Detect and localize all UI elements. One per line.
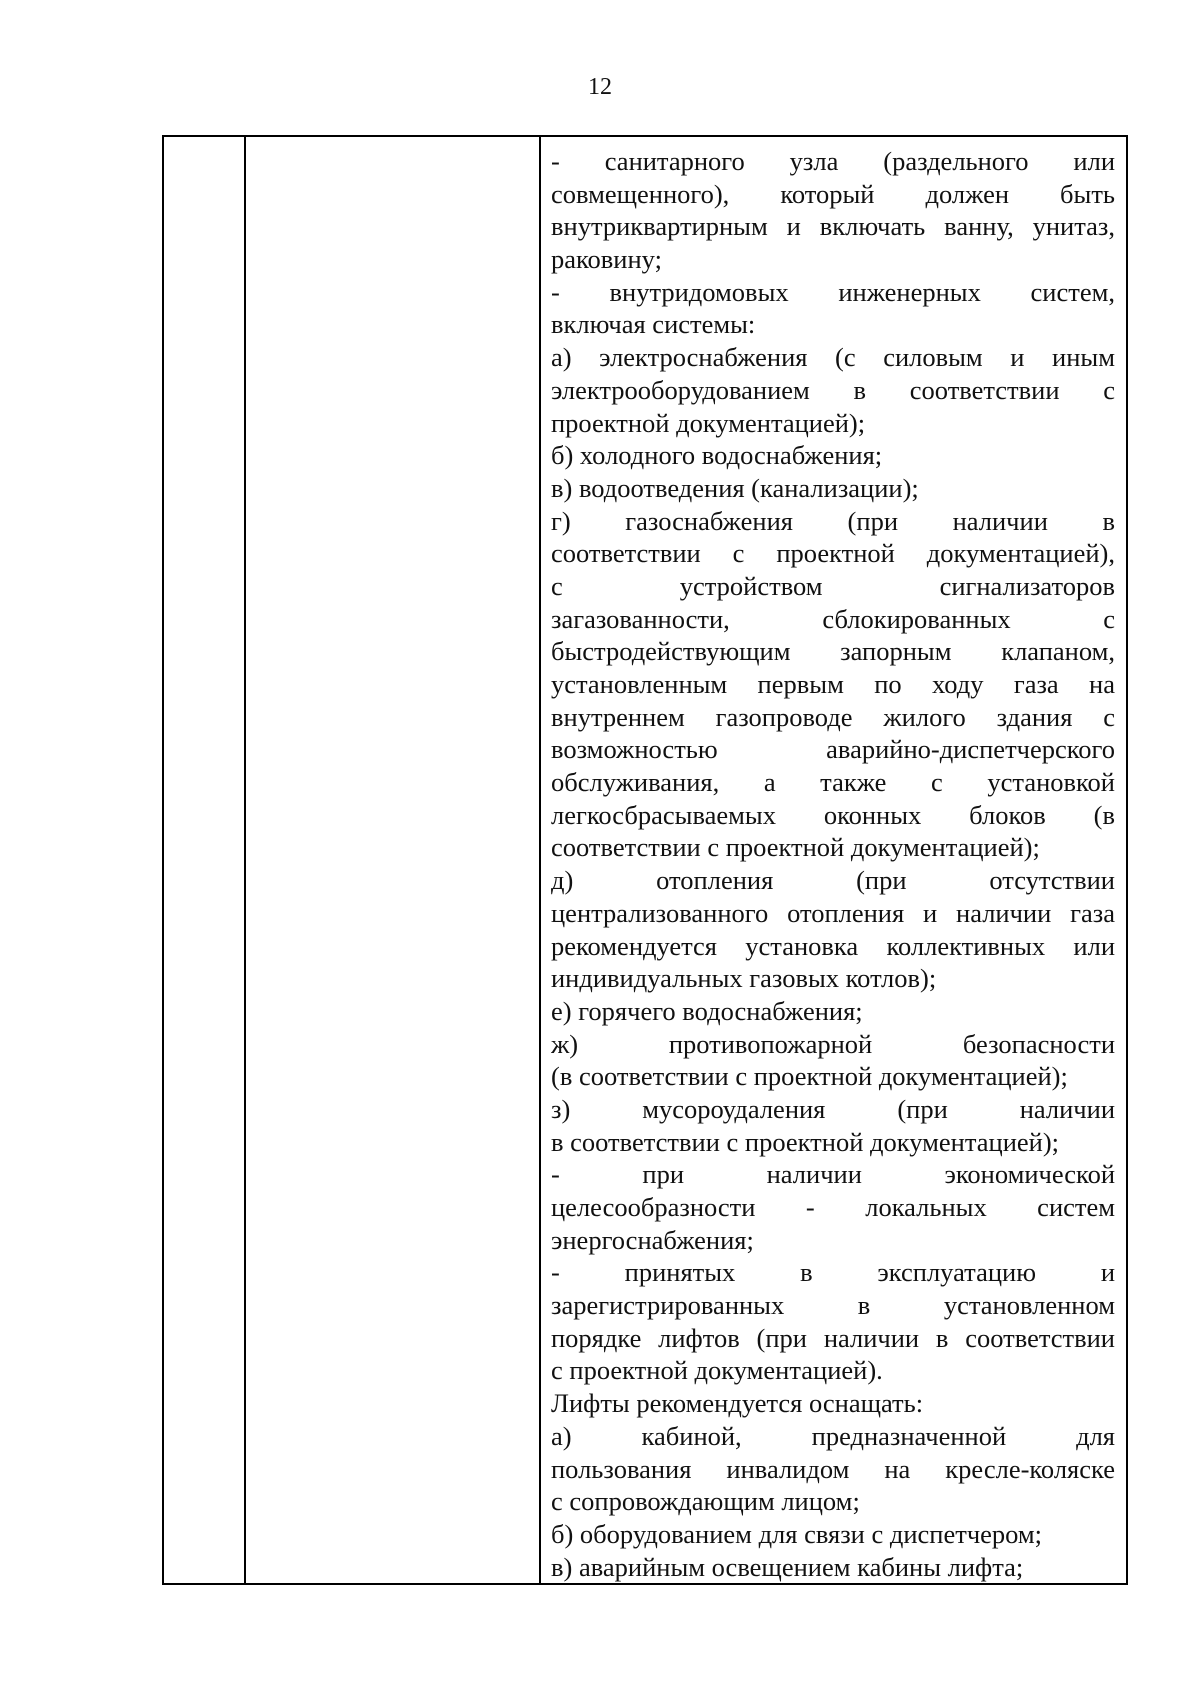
text-line: Лифты рекомендуется оснащать: bbox=[551, 1388, 924, 1419]
text-line: в) аварийным освещением кабины лифта; bbox=[551, 1551, 1024, 1582]
text-line: в соответствии с проектной документацией); bbox=[551, 1126, 1060, 1157]
text-line: энергоснабжения; bbox=[551, 1224, 754, 1255]
text-line: обслуживания, а также с установкой bbox=[551, 767, 1115, 798]
text-line: рекомендуется установка коллективных или bbox=[551, 930, 1115, 961]
requirements-text bbox=[541, 137, 1126, 1583]
text-line: е) горячего водоснабжения; bbox=[551, 995, 863, 1026]
text-line: установленным первым по ходу газа на bbox=[551, 669, 1115, 699]
text-line: внутриквартирным и включать ванну, унитаз, bbox=[551, 211, 1115, 242]
text-line: пользования инвалидом на кресле-коляске bbox=[551, 1453, 1115, 1484]
table-cell-number bbox=[163, 136, 245, 1584]
text-line: - при наличии экономической bbox=[551, 1159, 1115, 1190]
text-line: с сопровождающим лицом; bbox=[551, 1486, 860, 1517]
text-line: возможностью аварийно-диспетчерского bbox=[551, 734, 1115, 765]
text-line: проектной документацией); bbox=[551, 407, 866, 438]
text-line: индивидуальных газовых котлов); bbox=[551, 963, 937, 994]
text-line: внутреннем газопроводе жилого здания с bbox=[551, 701, 1115, 732]
text-line: совмещенного), который должен быть bbox=[551, 178, 1115, 209]
text-line: ж) противопожарной безопасности bbox=[551, 1028, 1115, 1059]
text-line: с устройством сигнализаторов bbox=[551, 570, 1115, 601]
table-cell-requirements bbox=[540, 136, 1127, 1584]
text-line: з) мусороудаления (при наличии bbox=[551, 1093, 1115, 1124]
text-line: централизованного отопления и наличии газа bbox=[551, 897, 1115, 928]
text-line: загазованности, сблокированных с bbox=[551, 603, 1115, 634]
text-line: - принятых в эксплуатацию и bbox=[551, 1257, 1115, 1288]
text-line: б) оборудованием для связи с диспетчером; bbox=[551, 1518, 1043, 1549]
text-line: (в соответствии с проектной документацией); bbox=[551, 1061, 1068, 1092]
text-line: с проектной документацией). bbox=[551, 1355, 883, 1386]
text-line: - санитарного узла (раздельного или bbox=[551, 146, 1115, 176]
text-line: целесообразности - локальных систем bbox=[551, 1192, 1115, 1222]
text-line: зарегистрированных в установленном bbox=[551, 1290, 1115, 1321]
text-line: легкосбрасываемых оконных блоков (в bbox=[551, 799, 1115, 830]
text-line: б) холодного водоснабжения; bbox=[551, 440, 883, 471]
table-row bbox=[163, 136, 1127, 1584]
text-line: - внутридомовых инженерных систем, bbox=[551, 276, 1115, 307]
text-line: г) газоснабжения (при наличии в bbox=[551, 505, 1115, 536]
text-line: а) кабиной, предназначенной для bbox=[551, 1420, 1115, 1451]
text-line: д) отопления (при отсутствии bbox=[551, 865, 1115, 896]
text-line: в) водоотведения (канализации); bbox=[551, 472, 919, 503]
text-line: включая системы: bbox=[551, 309, 756, 340]
table-cell-name bbox=[245, 136, 540, 1584]
text-line: соответствии с проектной документацией), bbox=[551, 538, 1115, 569]
text-line: соответствии с проектной документацией); bbox=[551, 832, 1040, 863]
text-line: быстродействующим запорным клапаном, bbox=[551, 636, 1115, 667]
page-number: 12 bbox=[588, 74, 612, 100]
document-table bbox=[162, 135, 1128, 1585]
text-line: раковину; bbox=[551, 244, 662, 275]
text-line: электрооборудованием в соответствии с bbox=[551, 374, 1115, 405]
text-line: порядке лифтов (при наличии в соответствии bbox=[551, 1322, 1115, 1353]
text-line: а) электроснабжения (с силовым и иным bbox=[551, 342, 1115, 373]
